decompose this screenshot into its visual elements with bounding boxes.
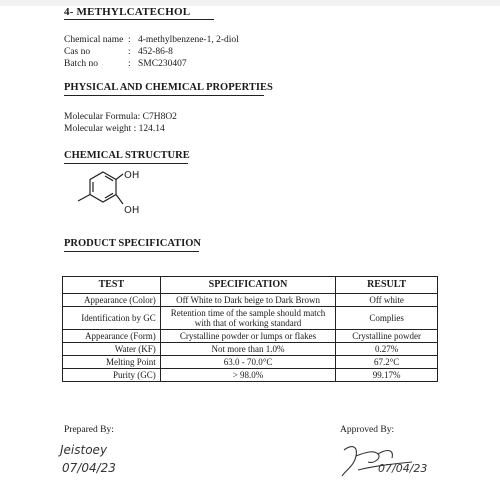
result-cell: Crystalline powder (336, 330, 438, 343)
specification-table (62, 276, 438, 382)
spec-cell: > 98.0% (160, 369, 336, 382)
spec-cell: Crystalline powder or lumps or flakes (160, 330, 336, 343)
oh-top-label: OH (124, 170, 140, 181)
header-specification: SPECIFICATION (160, 277, 336, 294)
test-cell: Water (KF) (63, 343, 161, 356)
molecular-formula-row (64, 111, 177, 123)
chemical-name-label: Chemical name (64, 35, 124, 45)
result-cell: Off white (336, 294, 438, 307)
cas-no-label: Cas no (64, 47, 91, 57)
table-row (63, 369, 438, 382)
result-cell: 99.17% (336, 369, 438, 382)
methyl-bond (78, 195, 90, 202)
molecular-weight-label: Molecular weight (64, 124, 132, 134)
colon: : (128, 47, 131, 57)
colon: : (128, 35, 131, 45)
test-cell: Identification by GC (63, 307, 161, 330)
oh-bottom-bond (116, 195, 123, 205)
table-row (63, 343, 438, 356)
header-test: TEST (63, 277, 161, 294)
colon: : (133, 124, 137, 134)
molecular-formula-label: Molecular Formula: (64, 112, 141, 122)
molecular-weight-row (64, 123, 165, 135)
chemical-structure-diagram (70, 166, 160, 226)
prepared-signature: Jeistoey (60, 443, 108, 457)
approved-date: 07/04/23 (378, 462, 428, 475)
oh-bottom-label: OH (124, 205, 140, 216)
chemical-name-value: 4-methylbenzene-1, 2-diol (138, 35, 239, 45)
title-underline (64, 19, 214, 20)
result-cell: 0.27% (336, 343, 438, 356)
spec-cell: Not more than 1.0% (160, 343, 336, 356)
chemical-structure-heading: CHEMICAL STRUCTURE (64, 150, 190, 161)
spec-cell: Off White to Dark beige to Dark Brown (160, 294, 336, 307)
prepared-by-label: Prepared By: (64, 425, 114, 435)
table-row (63, 330, 438, 343)
test-cell: Purity (GC) (63, 369, 161, 382)
result-cell: 67.2°C (336, 356, 438, 369)
chemical-name-row (64, 34, 239, 46)
table-row (63, 307, 438, 330)
spec-heading-underline (64, 251, 199, 252)
table-header-row (63, 277, 438, 294)
header-result: RESULT (336, 277, 438, 294)
table-row (63, 294, 438, 307)
cas-no-row (64, 46, 173, 58)
table-row (63, 356, 438, 369)
test-cell: Appearance (Color) (63, 294, 161, 307)
oh-top-bond (116, 174, 123, 180)
batch-no-row (64, 58, 187, 70)
result-cell: Complies (336, 307, 438, 330)
document-title: 4- METHYLCATECHOL (64, 6, 191, 18)
spec-cell: 63.0 - 70.0°C (160, 356, 336, 369)
physical-properties-heading: PHYSICAL AND CHEMICAL PROPERTIES (64, 82, 273, 93)
product-specification-heading: PRODUCT SPECIFICATION (64, 238, 202, 249)
batch-no-value: SMC230407 (138, 59, 187, 69)
molecular-weight-value: 124.14 (138, 124, 165, 134)
test-cell: Appearance (Form) (63, 330, 161, 343)
cas-no-value: 452-86-8 (138, 47, 173, 57)
molecular-formula-value: C7H8O2 (142, 112, 177, 122)
prepared-date: 07/04/23 (62, 461, 116, 475)
test-cell: Melting Point (63, 356, 161, 369)
physical-heading-underline (64, 95, 264, 96)
batch-no-label: Batch no (64, 59, 99, 69)
structure-heading-underline (64, 163, 188, 164)
approved-by-label: Approved By: (340, 425, 395, 435)
colon: : (128, 59, 131, 69)
spec-cell: Retention time of the sample should match with that of working standard (160, 307, 336, 330)
benzene-ring (78, 172, 123, 204)
